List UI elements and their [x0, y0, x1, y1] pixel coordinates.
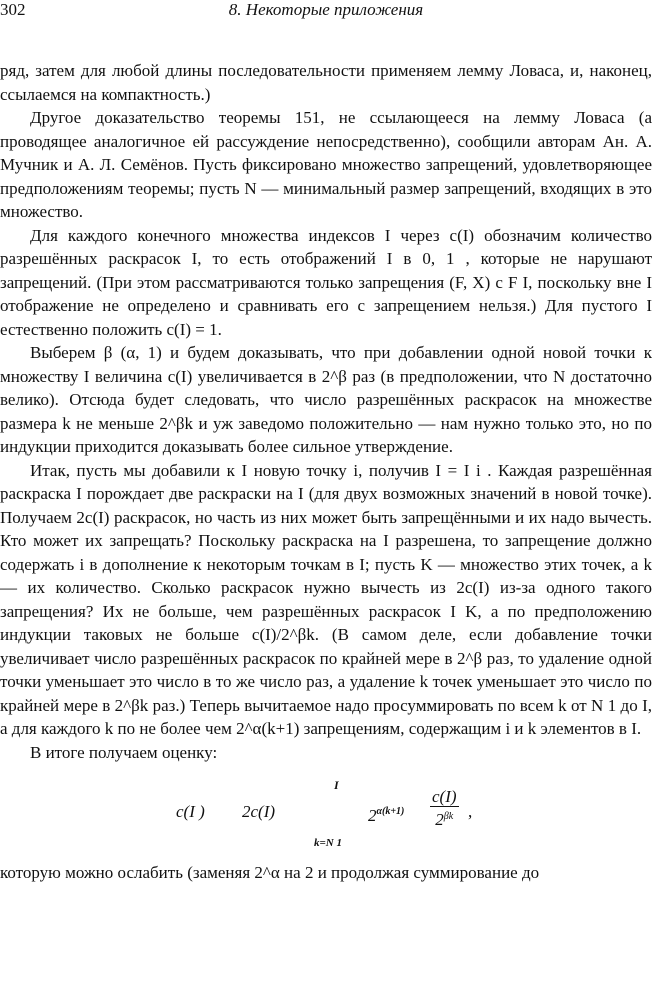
page-header: [0, 0, 652, 22]
formula-lhs: c(I ): [176, 802, 205, 821]
power-exponent: α(k+1): [376, 806, 405, 817]
paragraph-induction-step: Итак, пусть мы добавили к I новую точку i, получив I = I i . Каждая разрешённая раскраска I порождает две раскраски на I (для двух возможных значений в новой точке). Получаем 2c(I) раскрасок, но часть из них может быть запрещёнными и их надо вычесть. Кто может их запрещать? Поскольку раскраска на I разрешена, то запрещение должно содержать i в дополнение к некоторым точкам в I; пусть K — множество этих точек, а k — их количество. Сколько раскрасок нужно вычесть из 2c(I) из-за одного такого запрещения? Их не больше, чем разрешённых раскрасок I K, а по предположению индукции таковых не больше c(I)/2^βk. (В самом деле, если добавление точки увеличивает число разрешённых раскрасок по крайней мере в 2^β раз, то удаление одной точки уменьшает это число в то же число раз, а удаление k точек уменьшает это число по крайней мере в 2^βk раз.) Теперь вычитаемое надо просуммировать по всем k от N 1 до I, а для каждого k по не более чем 2^α(k+1) запрещениям, содержащим i и k элементов в I.: [0, 460, 652, 738]
formula-fraction: [430, 788, 459, 830]
body-text: [0, 59, 652, 885]
formula-comma: ,: [468, 802, 473, 821]
sum-lower-limit: k=N 1: [314, 837, 342, 849]
paragraph-definition-c: Для каждого конечного множества индексов I через c(I) обозначим количество разрешённых раскрасок I, то есть отображений I в 0, 1 , которые не нарушают запрещений. (При этом рассматриваются только запрещения (F, X) с F I, поскольку вне I отображение не определено и сравнивать его с запрещением нельзя.) Для пустого I естественно положить c(I) = 1.: [0, 225, 652, 339]
sum-upper-limit: I: [334, 778, 339, 792]
paragraph-alt-proof: Другое доказательство теоремы 151, не ссылающееся на лемму Ловаса (а проводящее аналогичное ей рассуждение непосредственно), сообщили авторам Ан. А. Мучник и А. Л. Семёнов. Пусть фиксировано множество запрещений, удовлетворяющее предположениям теоремы; пусть N — минимальный размер запрещений, входящих в это множество.: [0, 108, 652, 221]
denominator-exponent: βk: [443, 811, 454, 822]
display-formula: [0, 774, 652, 852]
power-base: 2: [368, 806, 377, 825]
paragraph-last-line: которую можно ослабить (заменяя 2^α на 2 и продолжая суммирование до: [0, 863, 540, 882]
formula-rhs-first: 2c(I): [242, 802, 276, 821]
paragraph-choose-beta: Выберем β (α, 1) и будем доказывать, что при добавлении одной новой точки к множеству I величина c(I) увеличивается в 2^β раз (в предположении, что N достаточно велико). Отсюда будет следовать, что число разрешённых раскрасок на множестве размера k не меньше 2^βk и уж заведомо положительно — нам нужно только это, но по индукции приходится доказывать более сильное утверждение.: [0, 343, 652, 456]
fraction-numerator: c(I): [432, 787, 457, 806]
running-head: 8. Некоторые приложения: [228, 0, 424, 19]
paragraph-estimate-intro: В итоге получаем оценку:: [30, 742, 218, 762]
formula-power-term: [368, 800, 404, 828]
paragraph-continuation: ряд, затем для любой длины последовательности применяем лемму Ловаса, и, наконец, ссылаемся на компактность.): [0, 61, 652, 104]
denominator-base: 2: [435, 810, 444, 829]
page-number: 302: [0, 0, 26, 19]
fraction-denominator: [435, 807, 453, 830]
